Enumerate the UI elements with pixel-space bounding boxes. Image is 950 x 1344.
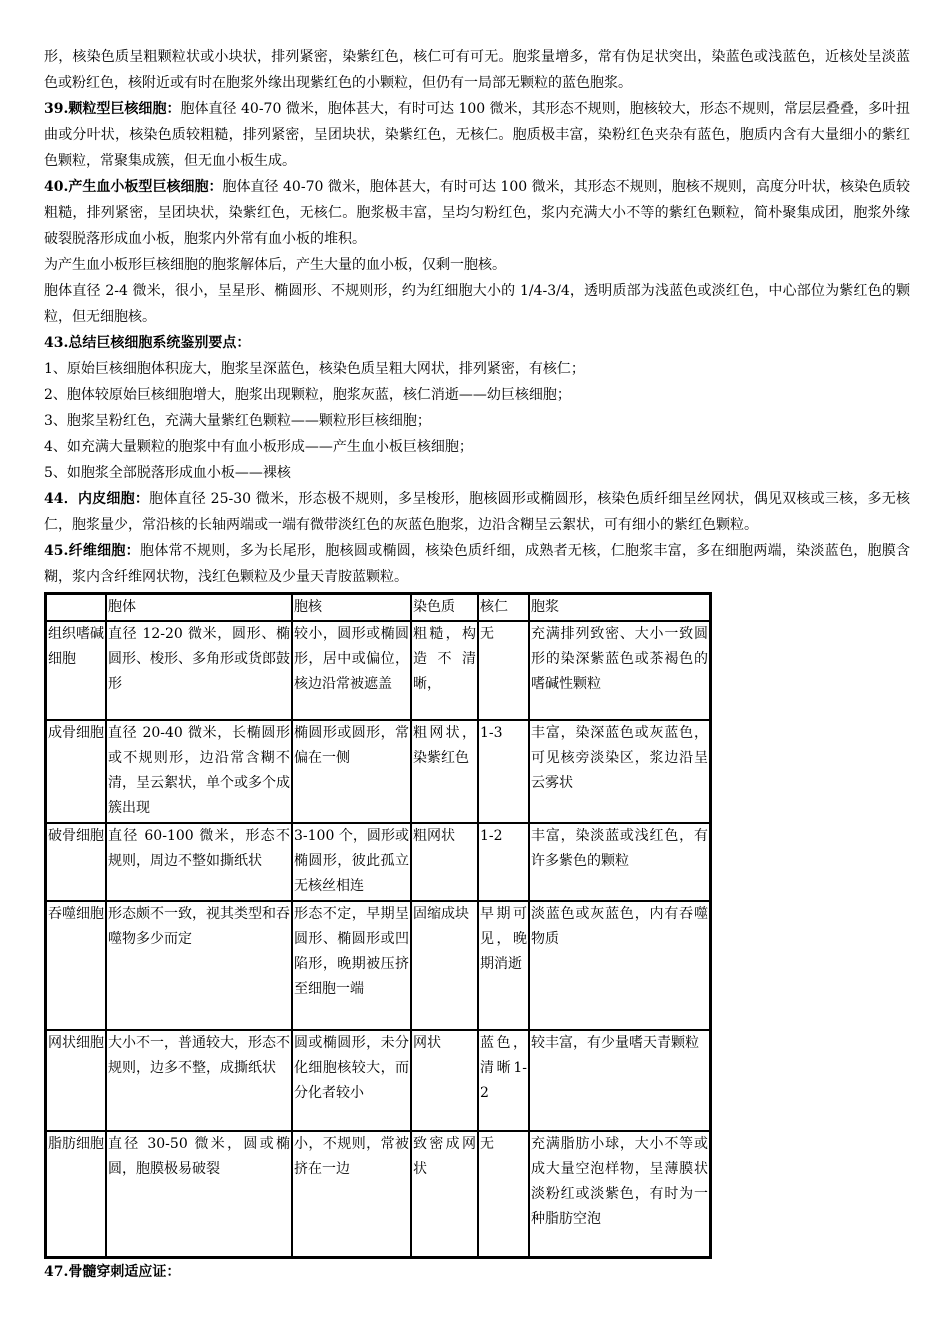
section-44-title: 44．内皮细胞： [44,491,150,507]
table-cell: 1-3 [478,720,529,823]
table-header-cell: 染色质 [411,594,478,621]
naked-nucleus-paragraph: 为产生血小板形巨核细胞的胞浆解体后，产生大量的血小板，仅剩一胞核。 [44,257,506,273]
table-header-cell: 胞核 [292,594,411,621]
list-item: 1、原始巨核细胞体积庞大，胞浆呈深蓝色，核染色质呈粗大网状，排列紧密，有核仁； [44,361,585,377]
section-39-title: 39.颗粒型巨核细胞： [44,101,181,117]
table-cell: 早期可见，晚期消逝 [478,901,529,1030]
table-cell: 小，不规则，常被挤在一边 [292,1131,411,1257]
table-header-row [46,594,710,621]
table-cell: 圆或椭圆形，未分化细胞核较大，而分化者较小 [292,1030,411,1131]
table-cell: 破骨细胞 [46,823,106,901]
section-47-title: 47.骨髓穿刺适应证： [44,1264,181,1280]
table-cell: 大小不一，普通较大，形态不规则，边多不整，成撕纸状 [106,1030,292,1131]
list-item: 4、如充满大量颗粒的胞浆中有血小板形成——产生血小板巨核细胞； [44,439,473,455]
table-cell: 直径 12-20 微米，圆形、椭圆形、梭形、多角形或货郎鼓形 [106,621,292,720]
table-cell: 较丰富，有少量嗜天青颗粒 [529,1030,710,1131]
table-cell: 无 [478,1131,529,1257]
table-cell: 较小，圆形或椭圆形，居中或偏位，核边沿常被遮盖 [292,621,411,720]
section-40-title: 40.产生血小板型巨核细胞： [44,179,223,195]
table-cell: 充满脂肪小球，大小不等或成大量空泡样物，呈薄膜状淡粉红或淡紫色，有时为一种脂肪空泡 [529,1131,710,1257]
table-cell: 成骨细胞 [46,720,106,823]
table-cell: 直径 30-50 微米，圆或椭圆，胞膜极易破裂 [106,1131,292,1257]
platelet-paragraph: 胞体直径 2-4 微米，很小，呈星形、椭圆形、不规则形，约为红细胞大小的 1/4-3/4，透明质部为浅蓝色或淡红色，中心部位为紫红色的颗粒，但无细胞核。 [44,283,910,325]
table-cell: 致密成网状 [411,1131,478,1257]
table-row [46,720,710,823]
table-cell: 充满排列致密、大小一致圆形的染深紫蓝色或茶褐色的嗜碱性颗粒 [529,621,710,720]
table-cell: 粗网状，染紫红色 [411,720,478,823]
list-item: 5、如胞浆全部脱落形成血小板——裸核 [44,465,291,481]
table-cell: 吞噬细胞 [46,901,106,1030]
section-45-body: 胞体常不规则，多为长尾形，胞核圆或椭圆，核染色质纤细，成熟者无核，仁胞浆丰富，多在细胞两端，染淡蓝色，胞膜含糊，浆内含纤维网状物，浅红色颗粒及少量天青胺蓝颗粒。 [44,543,910,585]
table-row [46,1131,710,1257]
table-cell: 淡蓝色或灰蓝色，内有吞噬物质 [529,901,710,1030]
section-39-body: 胞体直径 40-70 微米，胞体甚大，有时可达 100 微米，其形态不规则，胞核较大，形态不规则，常层层叠叠，多叶扭曲或分叶状，核染色质较粗糙，排列紧密，呈团块状，染紫红色，无核仁。胞质极丰富，染粉红色夹杂有蓝色，胞质内含有大量细小的紫红色颗粒，常聚集成簇，但无血小板生成。 [44,101,910,169]
table-cell: 形态不定，早期呈圆形、椭圆形或凹陷形，晚期被压挤至细胞一端 [292,901,411,1030]
table-cell: 固缩成块 [411,901,478,1030]
table-header-cell [46,594,106,621]
table-row [46,823,710,901]
table-row [46,621,710,720]
table-cell: 形态颇不一致，视其类型和吞噬物多少而定 [106,901,292,1030]
table-cell: 无 [478,621,529,720]
table-header-cell: 胞浆 [529,594,710,621]
list-item: 3、胞浆呈粉红色，充满大量紫红色颗粒——颗粒形巨核细胞； [44,413,431,429]
table-cell: 粗网状 [411,823,478,901]
table-cell: 脂肪细胞 [46,1131,106,1257]
section-45-title: 45.纤维细胞： [44,543,140,559]
table-cell: 粗糙，构造不清晰， [411,621,478,720]
section-39 [44,96,910,174]
table-cell: 蓝色，清晰1-2 [478,1030,529,1131]
table-cell: 1-2 [478,823,529,901]
table-cell: 直径 60-100 微米，形态不规则，周边不整如撕纸状 [106,823,292,901]
section-44-body: 胞体直径 25-30 微米，形态极不规则，多呈梭形，胞核圆形或椭圆形，核染色质纤细呈丝网状，偶见双核或三核，多无核仁，胞浆量少，常沿核的长轴两端或一端有微带淡红色的灰蓝色胞浆，边沿含糊呈云絮状，可有细小的紫红色颗粒。 [44,491,911,533]
section-45 [44,538,910,590]
table-cell: 3-100 个，圆形或椭圆形，彼此孤立无核丝相连 [292,823,411,901]
table-cell: 椭圆形或圆形，常偏在一侧 [292,720,411,823]
table-cell: 组织嗜碱细胞 [46,621,106,720]
list-item: 2、胞体较原始巨核细胞增大，胞浆出现颗粒，胞浆灰蓝，核仁消逝——幼巨核细胞； [44,387,571,403]
table-cell: 丰富，染深蓝色或灰蓝色，可见核旁淡染区，浆边沿呈云雾状 [529,720,710,823]
section-44 [44,486,910,538]
section-40 [44,174,910,252]
cell-comparison-table [44,592,712,1259]
table-cell: 网状 [411,1030,478,1131]
section-40-body: 胞体直径 40-70 微米，胞体甚大，有时可达 100 微米，其形态不规则，胞核不规则，高度分叶状，核染色质较粗糙，排列紧密，呈团块状，染紫红色，无核仁。胞浆极丰富，呈均匀粉红色，浆内充满大小不等的紫红色颗粒，简朴聚集成团，胞浆外缘破裂脱落形成血小板，胞浆内外常有血小板的堆积。 [44,179,910,247]
table-header-cell: 核仁 [478,594,529,621]
table-cell: 网状细胞 [46,1030,106,1131]
table-row [46,1030,710,1131]
table-cell: 直径 20-40 微米，长椭圆形或不规则形，边沿常含糊不清，呈云絮状，单个或多个成簇出现 [106,720,292,823]
document-page [44,44,910,1285]
table-cell: 丰富，染淡蓝或浅红色，有许多紫色的颗粒 [529,823,710,901]
section-43-title: 43.总结巨核细胞系统鉴别要点： [44,335,251,351]
table-row [46,901,710,1030]
table-header-cell: 胞体 [106,594,292,621]
intro-paragraph: 形，核染色质呈粗颗粒状或小块状，排列紧密，染紫红色，核仁可有可无。胞浆量增多，常有伪足状突出，染蓝色或浅蓝色，近核处呈淡蓝色或粉红色，核附近或有时在胞浆外缘出现紫红色的小颗粒，但仍有一局部无颗粒的蓝色胞浆。 [44,49,910,91]
